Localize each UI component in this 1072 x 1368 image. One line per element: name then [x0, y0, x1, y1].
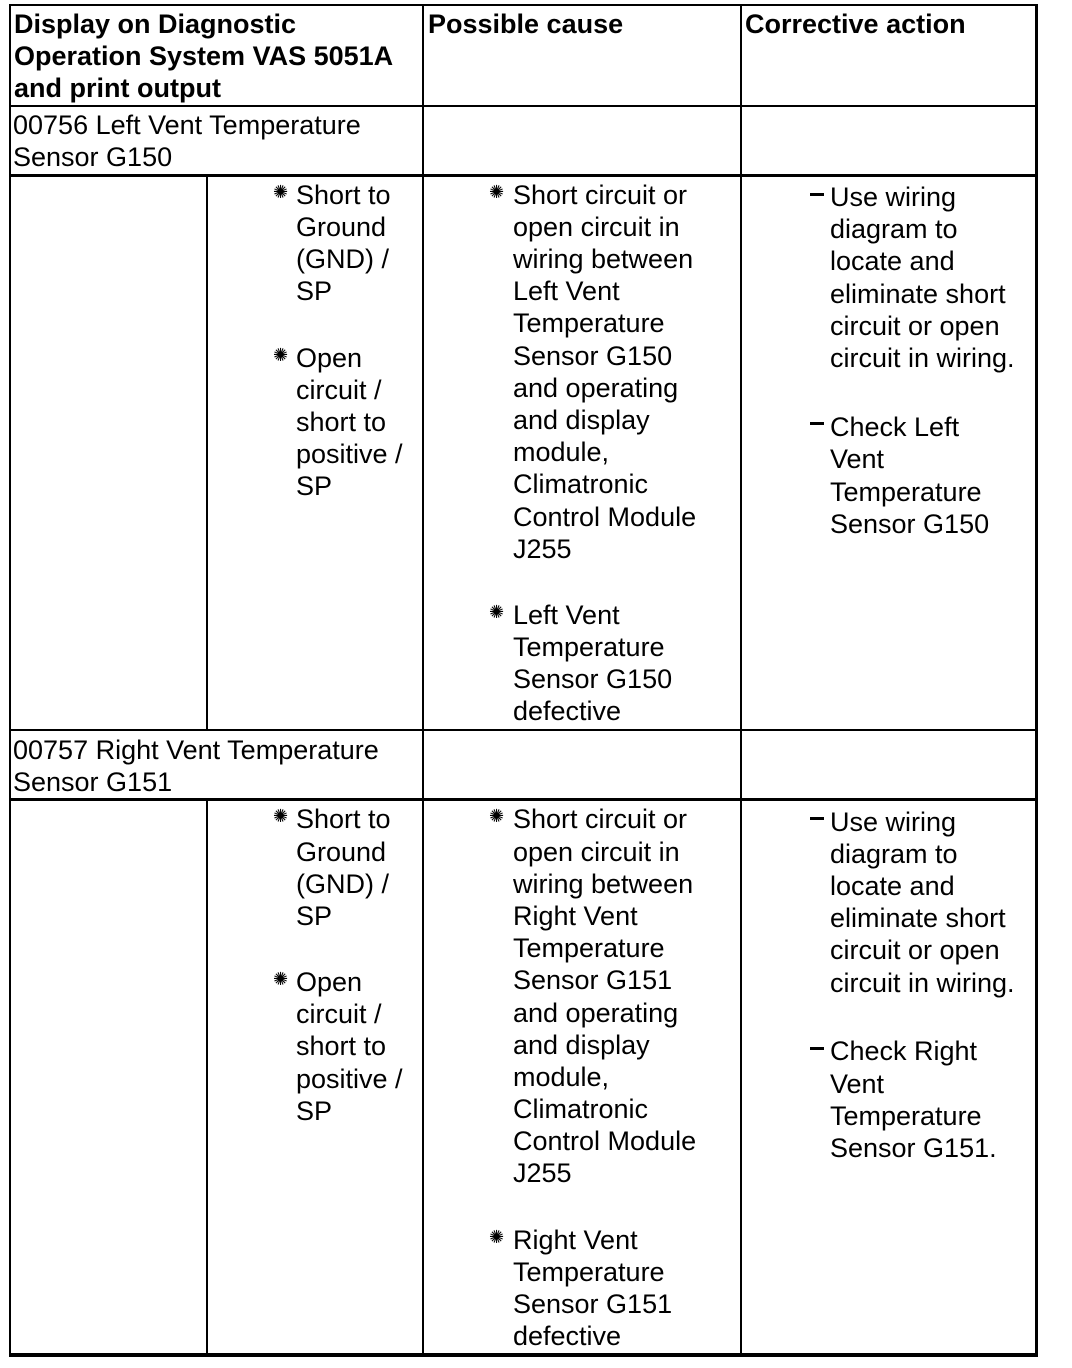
asterisk-bullet-icon: ✺ — [273, 182, 289, 202]
bullet-text-line: Sensor G151 — [513, 1289, 673, 1319]
action-text-line: Temperature — [830, 1101, 982, 1131]
action-text-line: eliminate short — [830, 903, 1006, 933]
bullet-text-line: Short to — [296, 804, 391, 834]
bullet-text-line: SP — [296, 1096, 333, 1126]
border-top — [9, 4, 1038, 6]
bullet-text-line: short to — [296, 407, 387, 437]
bullet-text-line: circuit / — [296, 999, 382, 1029]
bullet-text-line: Sensor G150 — [513, 664, 673, 694]
action-text-line: locate and — [830, 871, 955, 901]
bullet-text-line: Control Module — [513, 1126, 697, 1156]
action-text-line: Check Right — [830, 1036, 978, 1066]
bullet-text-line: wiring between — [513, 244, 694, 274]
bullet-text-line: circuit / — [296, 375, 382, 405]
bullet-text-line: Temperature — [513, 1257, 665, 1287]
action-text-line: circuit in wiring. — [830, 968, 1015, 998]
border-bottom — [9, 1353, 1038, 1357]
bullet-text-line: SP — [296, 471, 333, 501]
bullet-text-line: Climatronic — [513, 469, 649, 499]
action-text-line: circuit or open — [830, 935, 1000, 965]
bullet-text-line: Left Vent — [513, 276, 620, 306]
header-corrective-action: Corrective action — [745, 9, 966, 39]
bullet-text-line: (GND) / — [296, 244, 389, 274]
action-text-line: Use wiring — [830, 182, 957, 212]
header-display-line: Operation System VAS 5051A — [14, 41, 394, 71]
action-text-line: circuit in wiring. — [830, 343, 1015, 373]
bullet-text-line: Left Vent — [513, 600, 620, 630]
border-right — [1035, 4, 1038, 1357]
bullet-text-line: positive / — [296, 1064, 403, 1094]
action-text-line: Vent — [830, 1069, 885, 1099]
asterisk-bullet-icon: ✺ — [489, 182, 505, 202]
action-text-line: Vent — [830, 444, 885, 474]
bullet-text-line: Sensor G151 — [513, 965, 673, 995]
bullet-text-line: Open — [296, 343, 363, 373]
asterisk-bullet-icon: ✺ — [273, 969, 289, 989]
row-divider-section1 — [9, 174, 1038, 177]
bullet-text-line: Short to — [296, 180, 391, 210]
header-possible-cause: Possible cause — [428, 9, 624, 39]
action-text-line: Use wiring — [830, 807, 957, 837]
sub-column-divider-1 — [206, 176, 208, 730]
code-line: Sensor G150 — [13, 142, 173, 172]
row-divider-header — [9, 105, 1038, 107]
header-display-line: and print output — [14, 73, 221, 103]
action-text-line: locate and — [830, 246, 955, 276]
bullet-text-line: SP — [296, 276, 333, 306]
row-divider-section2 — [9, 798, 1038, 801]
asterisk-bullet-icon: ✺ — [489, 1227, 505, 1247]
bullet-text-line: J255 — [513, 1158, 572, 1188]
bullet-text-line: defective — [513, 1321, 622, 1351]
asterisk-bullet-icon: ✺ — [489, 602, 505, 622]
column-divider-2 — [740, 4, 742, 1357]
dash-bullet-icon — [810, 1047, 824, 1050]
bullet-text-line: module, — [513, 437, 610, 467]
bullet-text-line: Temperature — [513, 933, 665, 963]
border-left — [9, 4, 11, 1357]
bullet-text-line: Ground — [296, 837, 387, 867]
dash-bullet-icon — [810, 193, 824, 196]
action-text-line: Sensor G151. — [830, 1133, 997, 1163]
dash-bullet-icon — [810, 422, 824, 425]
bullet-text-line: wiring between — [513, 869, 694, 899]
bullet-text-line: and display — [513, 1030, 650, 1060]
asterisk-bullet-icon: ✺ — [273, 806, 289, 826]
bullet-text-line: J255 — [513, 534, 572, 564]
asterisk-bullet-icon: ✺ — [489, 806, 505, 826]
bullet-text-line: Ground — [296, 212, 387, 242]
code-line: 00756 Left Vent Temperature — [13, 110, 361, 140]
bullet-text-line: Short circuit or — [513, 180, 688, 210]
bullet-text-line: Open — [296, 967, 363, 997]
bullet-text-line: open circuit in — [513, 212, 680, 242]
action-text-line: eliminate short — [830, 279, 1006, 309]
bullet-text-line: SP — [296, 901, 333, 931]
bullet-text-line: Sensor G150 — [513, 341, 673, 371]
bullet-text-line: open circuit in — [513, 837, 680, 867]
bullet-text-line: and operating — [513, 998, 679, 1028]
bullet-text-line: (GND) / — [296, 869, 389, 899]
action-text-line: Check Left — [830, 412, 960, 442]
bullet-text-line: module, — [513, 1062, 610, 1092]
asterisk-bullet-icon: ✺ — [273, 345, 289, 365]
bullet-text-line: Right Vent — [513, 1225, 638, 1255]
bullet-text-line: and operating — [513, 373, 679, 403]
bullet-text-line: Temperature — [513, 632, 665, 662]
action-text-line: Temperature — [830, 477, 982, 507]
bullet-text-line: short to — [296, 1031, 387, 1061]
code-line: Sensor G151 — [13, 767, 173, 797]
bullet-text-line: positive / — [296, 439, 403, 469]
bullet-text-line: Climatronic — [513, 1094, 649, 1124]
code-line: 00757 Right Vent Temperature — [13, 735, 379, 765]
action-text-line: Sensor G150 — [830, 509, 990, 539]
bullet-text-line: and display — [513, 405, 650, 435]
bullet-text-line: Right Vent — [513, 901, 638, 931]
dash-bullet-icon — [810, 817, 824, 820]
row-divider-section2-start — [9, 729, 1038, 731]
action-text-line: diagram to — [830, 214, 958, 244]
bullet-text-line: Control Module — [513, 502, 697, 532]
bullet-text-line: Temperature — [513, 308, 665, 338]
column-divider-1 — [422, 4, 424, 1357]
bullet-text-line: Short circuit or — [513, 804, 688, 834]
bullet-text-line: defective — [513, 696, 622, 726]
action-text-line: diagram to — [830, 839, 958, 869]
header-display-line: Display on Diagnostic — [14, 9, 297, 39]
action-text-line: circuit or open — [830, 311, 1000, 341]
sub-column-divider-2 — [206, 800, 208, 1355]
